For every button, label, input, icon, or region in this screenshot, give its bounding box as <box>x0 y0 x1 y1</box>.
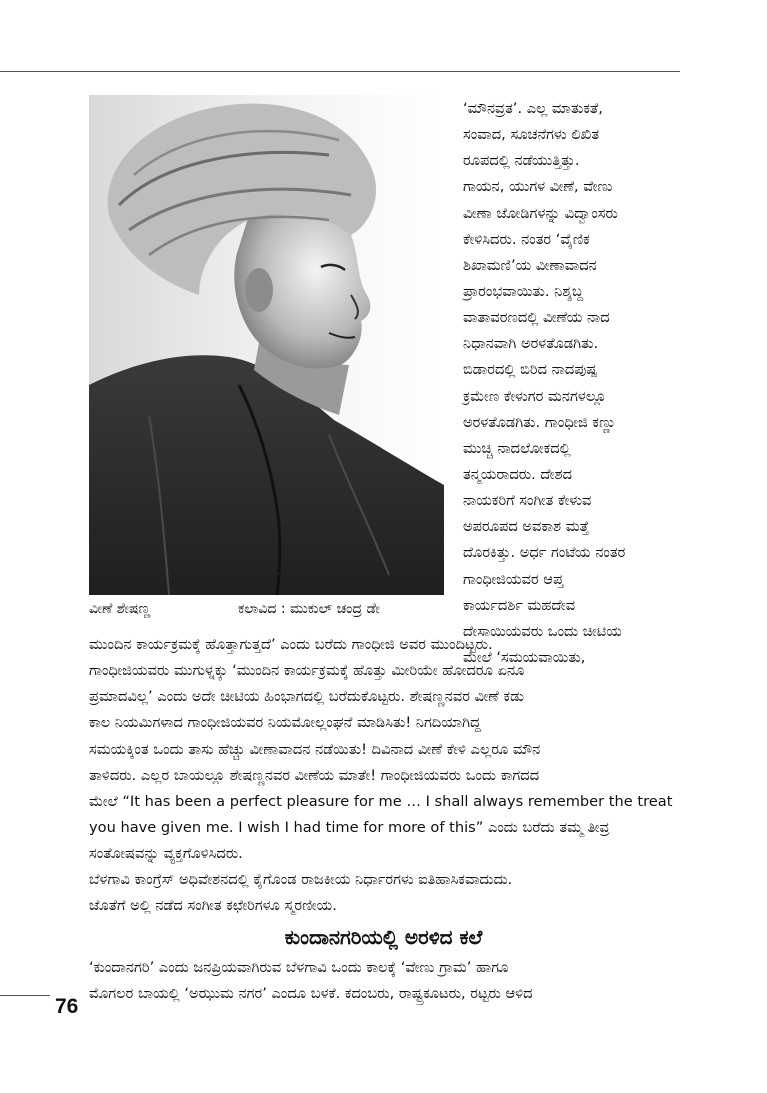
text-line: ಮುಂದಿನ ಕಾರ್ಯಕ್ರಮಕ್ಕೆ ಹೊತ್ತಾಗುತ್ತದೆ’ ಎಂದು ಬರೆದು ಗಾಂಧೀಜಿ ಅವರ ಮುಂದಿಟ್ಟರು. <box>89 636 493 653</box>
text-line: ಕಾಲ ನಿಯಮಿಗಳಾದ ಗಾಂಧೀಜಿಯವರ ನಿಯಮೋಲ್ಲಂಘನೆ ಮಾಡಿಸಿತು! ನಿಗದಿಯಾಗಿದ್ದ <box>89 714 481 732</box>
text-line: ತನ್ಮಯರಾದರು. ದೇಶದ <box>463 465 573 483</box>
text-line: ಮೇಲೆ “It has been a perfect pleasure for me … I shall always remember the treat <box>89 792 673 810</box>
text-line: ‘ಮೌನವ್ರತ’. ಎಲ್ಲ ಮಾತುಕತೆ, <box>463 100 603 117</box>
text-line: ದೇಸಾಯಿಯವರು ಒಂದು ಚೀಟಿಯ <box>463 622 622 640</box>
text-line: ಗಾಂಧೀಜಿಯವರು ಮುಗುಳ್ನಕ್ಕು ‘ಮುಂದಿನ ಕಾರ್ಯಕ್ರಮಕ್ಕೆ ಹೊತ್ತು ಮೀರಿಯೇ ಹೋದರೂ ಏನೂ <box>89 662 525 680</box>
text-line: ವಾತಾವರಣದಲ್ಲಿ ವೀಣೆಯ ನಾದ <box>463 309 610 327</box>
portrait-sketch <box>89 95 444 595</box>
text-line: ಪ್ರಮಾದವಿಲ್ಲ’ ಎಂದು ಅದೇ ಚೀಟಿಯ ಹಿಂಭಾಗದಲ್ಲಿ ಬರೆದುಕೊಟ್ಟರು. ಶೇಷಣ್ಣನವರ ವೀಣೆ ಕಡು <box>89 688 525 706</box>
text-line: ಬೆಳಗಾವಿ ಕಾಂಗ್ರೆಸ್ ಅಧಿವೇಶನದಲ್ಲಿ ಕೈಗೊಂಡ ರಾಜಕೀಯ ನಿರ್ಧಾರಗಳು ಐತಿಹಾಸಿಕವಾದುದು. <box>89 871 513 889</box>
text-line: ಶಿಖಾಮಣಿ’ಯ ವೀಣಾವಾದನ <box>463 256 597 274</box>
figure-caption-subject: ವೀಣೆ ಶೇಷಣ್ಣ <box>89 601 151 617</box>
text-line: you have given me. I wish I had time for more of this” ಎಂದು ಬರೆದು ತಮ್ಮ ತೀವ್ರ <box>89 818 610 836</box>
text-line: ನಾಯಕರಿಗೆ ಸಂಗೀತ ಕೇಳುವ <box>463 492 592 510</box>
side-column-text <box>463 96 688 671</box>
footer-rule <box>0 995 50 996</box>
text-line: ಕಾರ್ಯದರ್ಶಿ ಮಹದೇವ <box>463 596 576 614</box>
text-line: ಕ್ರಮೇಣ ಕೇಳುಗರ ಮನಗಳಲ್ಲೂ <box>463 387 607 405</box>
page-number: 76 <box>55 995 79 1018</box>
text-line: ಕೇಳಿಸಿದರು. ನಂತರ ‘ವೈಣಿಕ <box>463 230 590 248</box>
text-line: ರೂಪದಲ್ಲಿ ನಡೆಯುತ್ತಿತ್ತು. <box>463 152 580 170</box>
text-line: ಪ್ರಾರಂಭವಾಯಿತು. ನಿಶ್ಶಬ್ದ <box>463 282 584 300</box>
text-line: ದೊರಕಿತ್ತು. ಅರ್ಧ ಗಂಟೆಯ ನಂತರ <box>463 544 626 562</box>
text-line: ಸಂವಾದ, ಸೂಚನೆಗಳು ಲಿಖಿತ <box>463 126 600 144</box>
text-line: ಮುಚ್ಚಿ ನಾದಲೋಕದಲ್ಲಿ <box>463 439 571 457</box>
text-line: ಸಮಯಕ್ಕಿಂತ ಒಂದು ತಾಸು ಹೆಚ್ಚು ವೀಣಾವಾದನ ನಡೆಯಿತು! ದಿವಿನಾದ ವೀಣೆ ಕೇಳಿ ಎಲ್ಲರೂ ಮೌನ <box>89 740 541 758</box>
text-line: ಸಂತೋಷವನ್ನು ವ್ಯಕ್ತಗೊಳಿಸಿದರು. <box>89 845 243 863</box>
text-line: ಮೇಲೆ ‘ಸಮಯವಾಯಿತು, <box>463 648 586 666</box>
text-line: ಗಾಯನ, ಯುಗಳ ವೀಣೆ, ವೇಣು <box>463 178 613 196</box>
text-line: ವೀಣಾ ಜೋಡಿಗಳನ್ನು ವಿದ್ವಾಂಸರು <box>463 204 618 222</box>
top-rule <box>0 71 680 72</box>
text-line: ಗಾಂಧೀಜಿಯವರ ಆಪ್ತ <box>463 570 564 588</box>
text-line: ತಾಳಿದರು. ಎಲ್ಲರ ಬಾಯಲ್ಲೂ ಶೇಷಣ್ಣನವರ ವೀಣೆಯ ಮಾತೇ! ಗಾಂಧೀಜಿಯವರು ಒಂದು ಕಾಗದದ <box>89 766 540 784</box>
text-line: ಬಿಡಾರದಲ್ಲಿ ಬಿರಿದ ನಾದಪುಷ್ಪ <box>463 361 598 379</box>
text-line: ‘ಕುಂದಾನಗರಿ’ ಎಂದು ಜನಪ್ರಿಯವಾಗಿರುವ ಬೆಳಗಾವಿ ಒಂದು ಕಾಲಕ್ಕೆ ‘ವೇಣು ಗ್ರಾಮ’ ಹಾಗೂ <box>89 959 509 976</box>
section-paragraph <box>89 955 689 1007</box>
text-line: ಅರಳತೊಡಗಿತು. ಗಾಂಧೀಜಿ ಕಣ್ಣು <box>463 413 617 431</box>
figure-caption-artist: ಕಲಾವಿದ : ಮುಕುಲ್ ಚಂದ್ರ ಡೇ <box>238 601 380 617</box>
text-line: ಅಪರೂಪದ ಅವಕಾಶ ಮತ್ತೆ <box>463 518 590 536</box>
main-paragraph <box>89 632 689 920</box>
section-heading: ಕುಂದಾನಗರಿಯಲ್ಲಿ ಅರಳಿದ ಕಲೆ <box>284 925 483 949</box>
text-line: ನಿಧಾನವಾಗಿ ಅರಳತೊಡಗಿತು. <box>463 335 599 353</box>
text-line: ಮೊಗಲರ ಬಾಯಲ್ಲಿ ‘ಅಝುಮ ನಗರ’ ಎಂದೂ ಬಳಕೆ. ಕದಂಬರು, ರಾಷ್ಟ್ರಕೂಟರು, ರಟ್ಟರು ಆಳಿದ <box>89 985 533 1003</box>
text-line: ಜೊತೆಗೆ ಅಲ್ಲಿ ನಡೆದ ಸಂಗೀತ ಕಛೇರಿಗಳೂ ಸ್ಮರಣೀಯ. <box>89 897 337 915</box>
